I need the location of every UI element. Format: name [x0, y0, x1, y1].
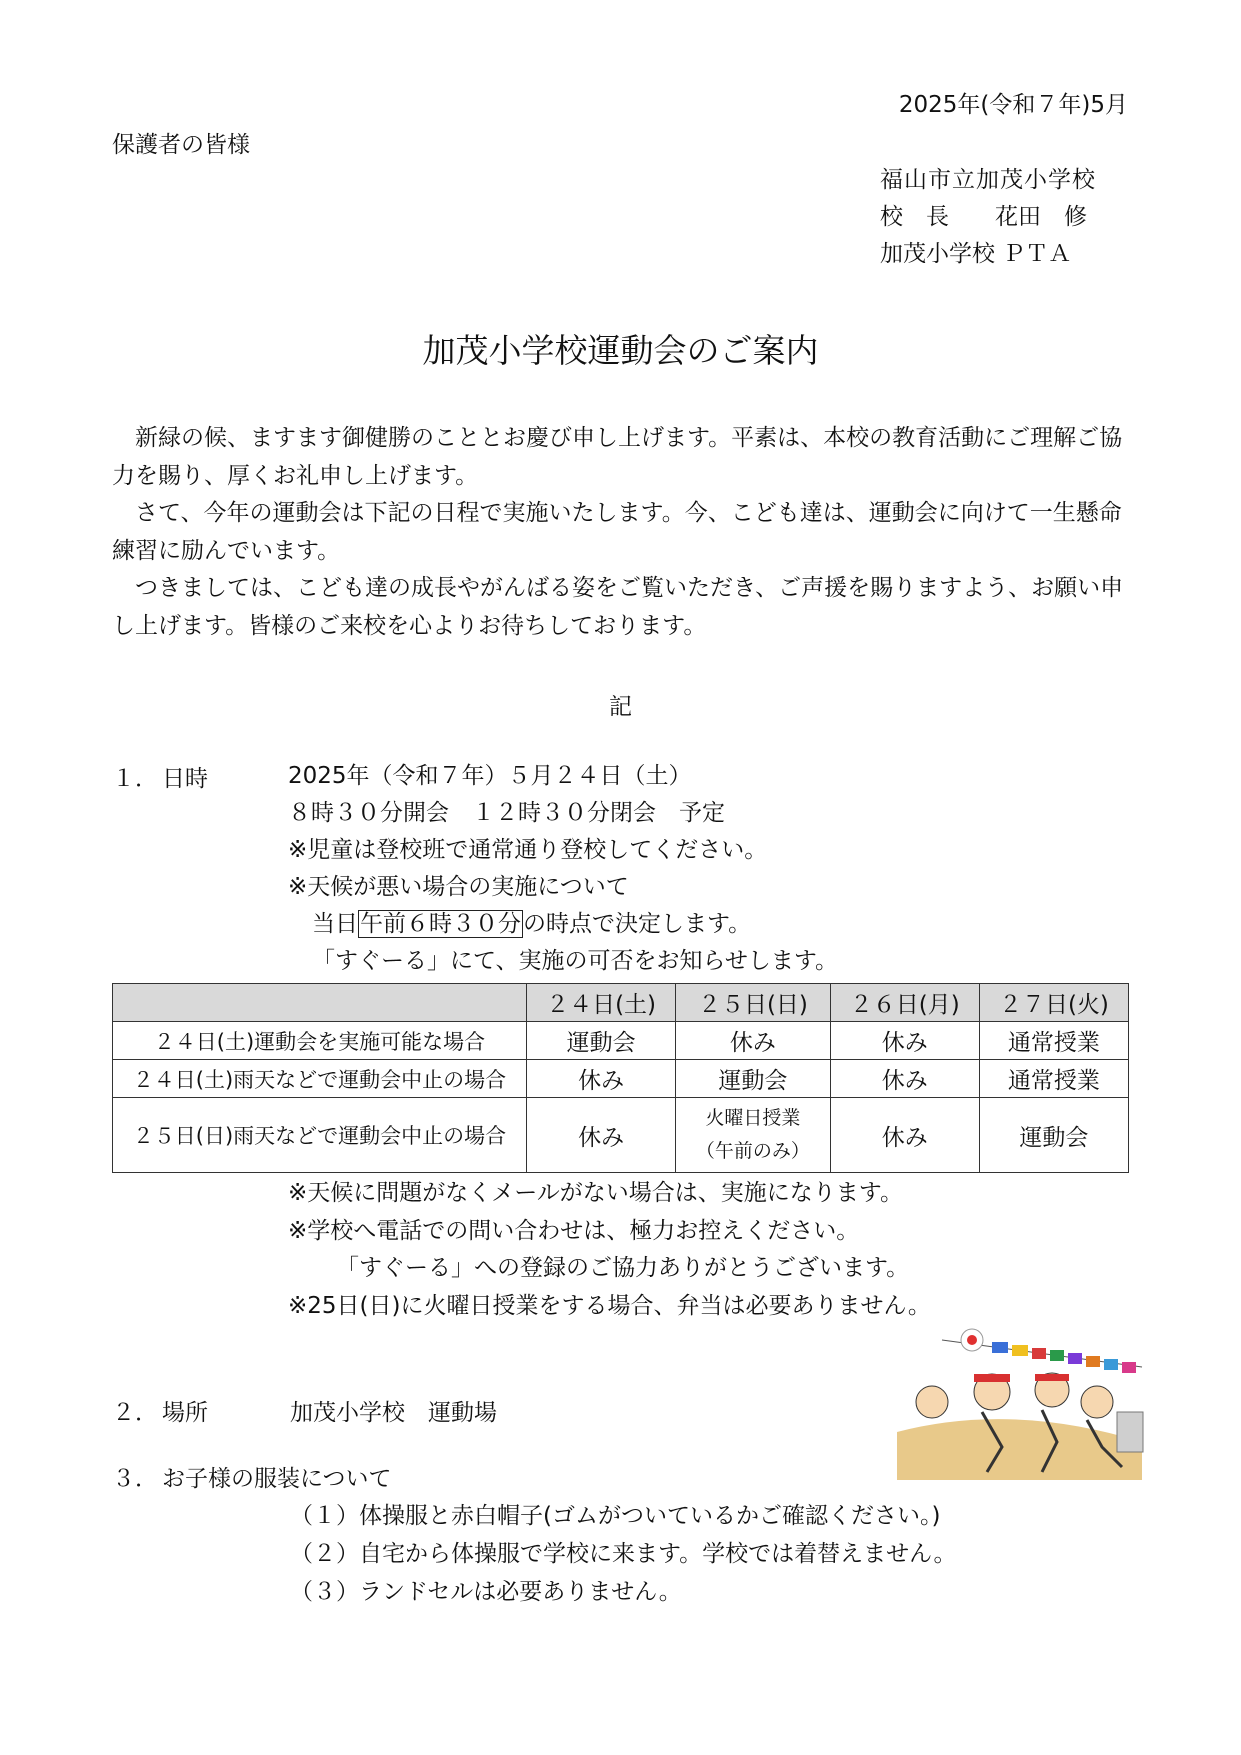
attire-list: [290, 1497, 957, 1611]
sender-school: 福山市立加茂小学校: [880, 167, 1096, 193]
row-label: ２４日(土)運動会を実施可能な場合: [113, 1022, 527, 1060]
decision-time-line: [288, 906, 838, 943]
table-header-cell: ２６日(月): [830, 984, 979, 1022]
section-datetime-heading: [112, 760, 290, 793]
section-number: ２．: [112, 1400, 158, 1426]
note-item: 「すぐーる」への登録のご協力ありがとうございます。: [336, 1255, 910, 1281]
schedule-table: [112, 983, 1129, 1173]
sender-block: [880, 162, 1130, 273]
list-item: （３）ランドセルは必要ありません。: [290, 1579, 682, 1605]
document-date: 2025年(令和７年)5月: [898, 92, 1128, 118]
table-row: [113, 1098, 1129, 1173]
table-header-cell: ２４日(土): [527, 984, 676, 1022]
sports-day-illustration: [892, 1322, 1150, 1480]
section-location: [112, 1394, 497, 1427]
notes-block: [288, 1175, 931, 1325]
note-item: ※学校へ電話での問い合わせは、極力お控えください。: [288, 1217, 860, 1244]
decision-time-box: 午前６時３０分: [360, 911, 521, 937]
body-paragraph: さて、今年の運動会は下記の日程で実施いたします。今、こども達は、運動会に向けて一生懸命練習に励んでいます。: [112, 500, 1122, 564]
table-cell-sub: （午前のみ）: [695, 1140, 810, 1162]
table-row: [113, 1022, 1129, 1060]
table-cell: 通常授業: [979, 1022, 1128, 1060]
event-time: ８時３０分開会 １２時３０分閉会 予定: [288, 800, 725, 826]
decision-post: の時点で決定します。: [523, 911, 752, 937]
table-header-cell: ２５日(日): [676, 984, 831, 1022]
row-label: ２５日(日)雨天などで運動会中止の場合: [113, 1098, 527, 1173]
table-cell: 運動会: [527, 1022, 676, 1060]
datetime-details: [288, 758, 838, 980]
table-cell-two-line: [676, 1098, 831, 1173]
ki-heading: 記: [609, 694, 632, 720]
decision-pre: 当日: [312, 911, 358, 937]
page-title: 加茂小学校運動会のご案内: [422, 331, 819, 370]
location-value: 加茂小学校 運動場: [290, 1400, 497, 1426]
sender-pta: 加茂小学校 ＰＴＡ: [880, 241, 1072, 267]
section-label: 日時: [162, 766, 208, 792]
section-number: １．: [112, 766, 158, 792]
body-text: [112, 420, 1134, 645]
table-cell: 運動会: [979, 1098, 1128, 1173]
table-header-cell: ２７日(火): [979, 984, 1128, 1022]
body-paragraph: 新緑の候、ますます御健勝のこととお慶び申し上げます。平素は、本校の教育活動にご理解ご協力を賜り、厚くお礼申し上げます。: [112, 425, 1123, 489]
section-label: お子様の服装について: [162, 1466, 392, 1492]
table-cell-main: 火曜日授業: [705, 1107, 801, 1129]
attendance-note: ※児童は登校班で通常通り登校してください。: [288, 837, 768, 863]
row-label: ２４日(土)雨天などで運動会中止の場合: [113, 1060, 527, 1098]
section-label: 場所: [162, 1400, 208, 1426]
list-item: （２）自宅から体操服で学校に来ます。学校では着替えません。: [290, 1541, 957, 1567]
notification-line: 「すぐーる」にて、実施の可否をお知らせします。: [312, 948, 839, 974]
event-date: 2025年（令和７年）５月２４日（土）: [288, 763, 692, 789]
section-attire: [112, 1460, 392, 1493]
table-cell: 休み: [830, 1098, 979, 1173]
section-number: ３．: [112, 1466, 158, 1492]
sender-principal: 校 長 花田 修: [880, 204, 1087, 230]
note-item: ※25日(日)に火曜日授業をする場合、弁当は必要ありません。: [288, 1292, 931, 1319]
body-paragraph: つきましては、こども達の成長やがんばる姿をご覧いただき、ご声援を賜りますよう、お願い申し上げます。皆様のご来校を心よりお待ちしております。: [112, 575, 1124, 639]
table-cell: 休み: [830, 1060, 979, 1098]
table-header-cell: [113, 984, 527, 1022]
note-item: ※天候に問題がなくメールがない場合は、実施になります。: [288, 1180, 903, 1206]
list-item: （１）体操服と赤白帽子(ゴムがついているかご確認ください。): [290, 1503, 941, 1529]
table-row: [113, 1060, 1129, 1098]
addressee: 保護者の皆様: [112, 132, 250, 158]
table-cell: 休み: [676, 1022, 831, 1060]
table-cell: 運動会: [676, 1060, 831, 1098]
table-cell: 休み: [830, 1022, 979, 1060]
table-cell: 休み: [527, 1098, 676, 1173]
table-cell: 通常授業: [979, 1060, 1128, 1098]
table-header-row: [113, 984, 1129, 1022]
weather-note: ※天候が悪い場合の実施について: [288, 874, 629, 900]
table-cell: 休み: [527, 1060, 676, 1098]
